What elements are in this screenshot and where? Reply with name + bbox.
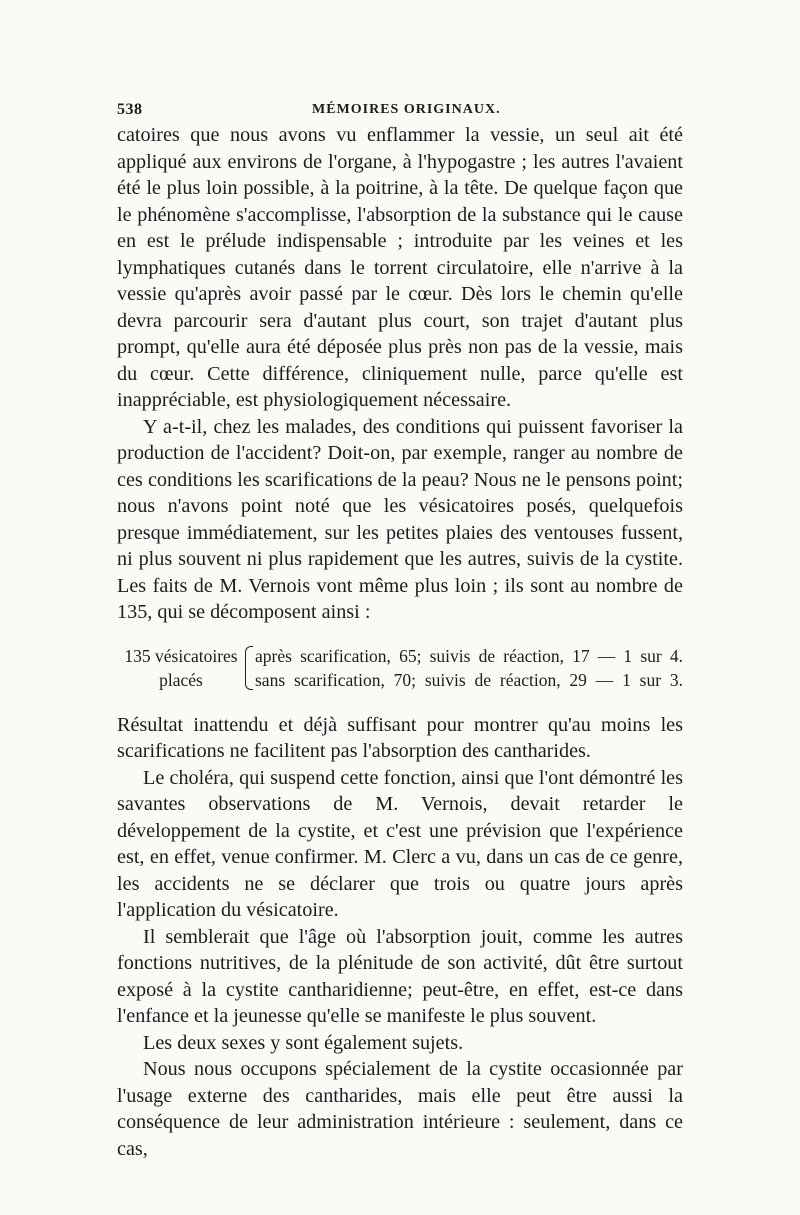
paragraph: Le choléra, qui suspend cette fonction, ainsi que l'ont démontré les savantes observations de M. Vernois, devait retarder le développement de la cystite, et c'est une prévision que l'expérience est, en effet, venue confirmer. M. Clerc a vu, dans un cas de ce genre, les accidents ne se déclarer que trois ou quatre jours après l'application du vésicatoire. xyxy=(117,766,683,921)
running-title: MÉMOIRES ORIGINAUX. xyxy=(312,102,501,117)
paragraph: Il semblerait que l'âge où l'absorption jouit, comme les autres fonctions nutritives, de la plénitude de son activité, dût être surtout exposé à la cystite cantharidienne; peut-être, en effet, est-ce dans l'enfance et la jeunesse qu'elle se manifeste le plus souvent. xyxy=(117,925,683,1027)
paragraph: Nous nous occupons spécialement de la cystite occasionnée par l'usage externe des cantharides, mais elle peut être aussi la conséquence de leur administration intérieure : seulement, dans ce cas, xyxy=(117,1058,683,1160)
paragraph: Les deux sexes y sont également sujets. xyxy=(143,1031,464,1054)
body-text xyxy=(117,122,683,1162)
statistics-label xyxy=(117,644,245,692)
paragraph: catoires que nous avons vu enflammer la vessie, un seul ait été appliqué aux environs de l'organe, à l'hypogastre ; les autres l'avaient été le plus loin possible, à la poitrine, à la tête. De quelque façon que le phénomène s'accomplisse, l'absorption de la substance qui le cause en est le prélude indispensable ; introduite par les veines et les lymphatiques cutanés dans le torrent circulatoire, elle n'arrive à la vessie qu'après avoir passé par le cœur. Dès lors le chemin qu'elle devra parcourir sera d'autant plus court, son trajet d'autant plus prompt, qu'elle aura été déposée plus près non pas de la vessie, mais du cœur. Cette différence, cliniquement nulle, parce qu'elle est inappréciable, est physiologiquement nécessaire. xyxy=(117,124,683,411)
statistics-row: sans scarification, 70; suivis de réaction, 29 — 1 sur 3. xyxy=(255,669,683,690)
statistics-values xyxy=(255,644,683,692)
brace-symbol xyxy=(245,646,253,690)
page-header xyxy=(117,98,683,122)
page-number: 538 xyxy=(117,101,143,118)
statistics-label-line: placés xyxy=(159,669,203,690)
book-page xyxy=(117,98,683,1162)
paragraph: Résultat inattendu et déjà suffisant pour montrer qu'au moins les scarifications ne facilitent pas l'absorption des cantharides. xyxy=(117,713,683,762)
paragraph: Y a-t-il, chez les malades, des conditions qui puissent favoriser la production de l'accident? Doit-on, par exemple, ranger au nombre de ces conditions les scarifications de la peau? Nous ne le pensons point; nous n'avons point noté que les vésicatoires posés, quelquefois presque immédiatement, sur les petites plaies des ventouses fussent, ni plus souvent ni plus rapidement que les autres, suivis de la cystite. Les faits de M. Vernois vont même plus loin ; ils sont au nombre de 135, qui se décomposent ainsi : xyxy=(117,415,683,623)
statistics-table xyxy=(117,644,683,692)
statistics-row: après scarification, 65; suivis de réaction, 17 — 1 sur 4. xyxy=(255,645,683,666)
statistics-label-line: 135 vésicatoires xyxy=(124,645,238,666)
